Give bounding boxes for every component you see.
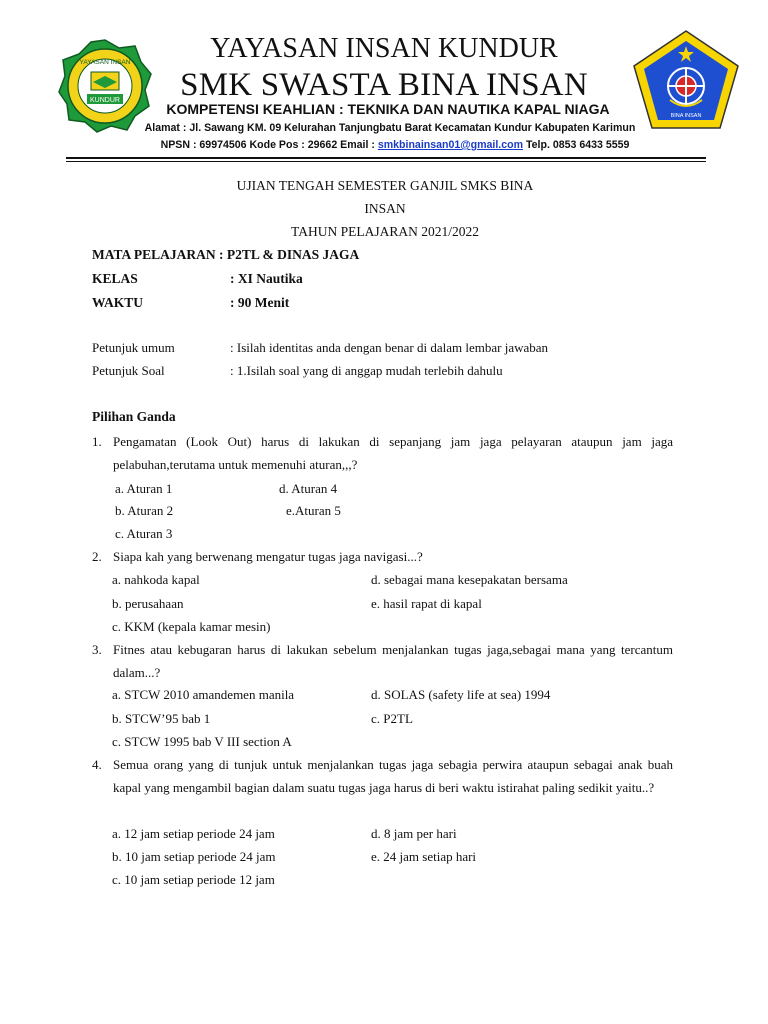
option-e: e. 24 jam setiap hari [371,849,477,864]
question-text: Siapa kah yang berwenang mengatur tugas jaga navigasi...? [113,549,423,564]
option-a: a. Aturan 1 [115,481,173,496]
question-text: Semua orang yang di tunjuk untuk menjalankan tugas jaga sebagia perwira ataupun sebagai anak buah kapal yang mengambil bagian dalam suatu tugas jaga harus di beri waktu istirahat paling sedikit yaitu..? [113,757,673,795]
question-number: 2. [92,549,102,564]
email-link[interactable]: smkbinainsan01@gmail.com [377,139,524,151]
option-c-alt: c. P2TL [371,711,413,726]
option-e: e. hasil rapat di kapal [371,596,482,611]
subject-line: MATA PELAJARAN : P2TL & DINAS JAGA [92,247,360,262]
option-c: c. 10 jam setiap periode 12 jam [112,872,275,887]
question-instruction-label: Petunjuk Soal [92,363,165,378]
section-title: Pilihan Ganda [92,409,176,424]
question-number: 3. [92,642,102,657]
address-line: Alamat : Jl. Sawang KM. 09 Kelurahan Tanjungbatu Barat Kecamatan Kundur Kabupaten Karimun [144,122,636,134]
header-divider-thick [66,157,706,159]
option-a: a. 12 jam setiap periode 24 jam [112,826,275,841]
school-name: SMK SWASTA BINA INSAN [180,67,588,103]
exam-title-line2: INSAN [364,201,406,216]
question-instruction-value: : 1.Isilah soal yang di anggap mudah terlebih dahulu [230,363,503,378]
option-c: c. Aturan 3 [115,526,173,541]
contact-suffix: Telp. 0853 6433 5559 [523,139,630,151]
time-value: : 90 Menit [230,295,290,310]
general-instruction-value: : Isilah identitas anda dengan benar di dalam lembar jawaban [230,340,549,355]
option-b: b. 10 jam setiap periode 24 jam [112,849,276,864]
header-divider-thin [66,161,706,162]
option-b: b. STCW’95 bab 1 [112,711,211,726]
option-a: a. nahkoda kapal [112,572,200,587]
question-text: Pengamatan (Look Out) harus di lakukan di sepanjang jam jaga pelayaran ataupun jam jaga pelabuhan,terutama untuk memenuhi aturan,,,? [113,434,673,472]
option-c: c. KKM (kepala kamar mesin) [112,619,271,634]
contact-prefix: NPSN : 69974506 Kode Pos : 29662 Email : [160,139,378,151]
exam-title-line1: UJIAN TENGAH SEMESTER GANJIL SMKS BINA [236,178,534,193]
class-value: : XI Nautika [230,271,303,286]
option-d: d. Aturan 4 [279,481,338,496]
question-text: Fitnes atau kebugaran harus di lakukan sebelum menjalankan tugas jaga,sebagai mana yang tercantum dalam...? [113,642,673,680]
option-a: a. STCW 2010 amandemen manila [112,687,295,702]
option-c: c. STCW 1995 bab V III section A [112,734,292,749]
option-d: d. 8 jam per hari [371,826,457,841]
contact-line [100,137,690,153]
foundation-name: YAYASAN INSAN KUNDUR [210,33,558,64]
option-e: e.Aturan 5 [286,503,341,518]
logo-right-text: BINA INSAN [670,113,702,119]
option-b: b. perusahaan [112,596,184,611]
option-d: d. sebagai mana kesepakatan bersama [371,572,568,587]
option-d: d. SOLAS (safety life at sea) 1994 [371,687,551,702]
academic-year: TAHUN PELAJARAN 2021/2022 [291,224,479,239]
question-number: 1. [92,434,102,449]
question-number: 4. [92,757,102,772]
option-b: b. Aturan 2 [115,503,174,518]
general-instruction-label: Petunjuk umum [92,340,175,355]
logo-left-top-text: YAYASAN INSAN [79,59,131,66]
class-label: KELAS [92,271,138,286]
competency-line: KOMPETENSI KEAHLIAN : TEKNIKA DAN NAUTIKA KAPAL NIAGA [166,101,610,117]
time-label: WAKTU [92,295,144,310]
logo-left-bottom-text: KUNDUR [90,97,120,104]
